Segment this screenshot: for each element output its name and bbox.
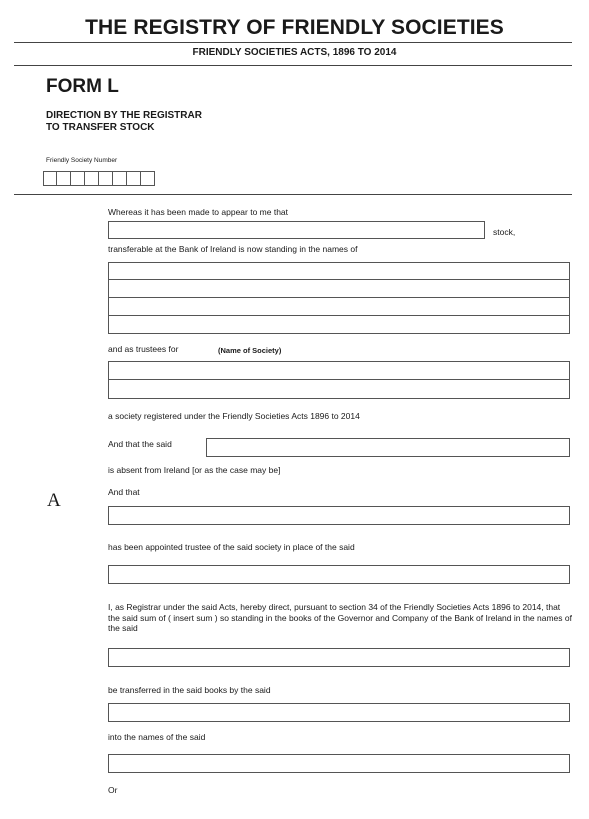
subtitle-divider [14,65,572,66]
current-holders-field[interactable] [108,648,570,667]
trustee-name-field-4[interactable] [108,316,570,334]
replaced-trustee-field[interactable] [108,565,570,584]
stock-amount-field[interactable] [108,221,485,239]
form-direction-heading [46,110,202,134]
society-number-digit-box[interactable] [85,171,99,186]
transferred-text: be transferred in the said books by the said [108,685,271,695]
absent-trustee-field[interactable] [206,438,570,457]
name-of-society-label: (Name of Society) [218,346,282,355]
or-text: Or [108,785,118,795]
society-number-digit-box[interactable] [71,171,85,186]
society-number-digit-box[interactable] [113,171,127,186]
trustee-name-field-2[interactable] [108,280,570,298]
whereas-text: Whereas it has been made to appear to me that [108,207,289,217]
trustee-name-field-1[interactable] [108,262,570,280]
and-that-said-text: And that the said [108,439,172,449]
form-label: FORM L [46,76,119,97]
society-name-field-2[interactable] [108,380,570,399]
society-number-digit-box[interactable] [43,171,57,186]
title-divider [14,42,572,43]
section-letter: A [47,490,61,511]
appointed-text: has been appointed trustee of the said society in place of the said [108,542,355,552]
transferor-field[interactable] [108,703,570,722]
page-title: THE REGISTRY OF FRIENDLY SOCIETIES [85,16,504,39]
society-number-field[interactable] [43,171,155,186]
direction-line-2: TO TRANSFER STOCK [46,122,155,133]
registered-text: a society registered under the Friendly Societies Acts 1896 to 2014 [108,411,360,421]
trustee-name-field-3[interactable] [108,298,570,316]
transferee-field[interactable] [108,754,570,773]
society-number-digit-box[interactable] [99,171,113,186]
and-that-text: And that [108,487,140,497]
society-number-label: Friendly Society Number [46,157,118,164]
society-name-field-1[interactable] [108,361,570,380]
stock-label: stock, [493,227,516,237]
society-number-digit-box[interactable] [127,171,141,186]
direction-line-1: DIRECTION BY THE REGISTRAR [46,110,202,121]
trustee-names-fields [108,262,570,334]
society-number-digit-box[interactable] [141,171,155,186]
trustees-for-text: and as trustees for [108,344,179,354]
society-name-fields [108,361,570,399]
section-divider [14,194,572,195]
new-trustee-field[interactable] [108,506,570,525]
society-number-digit-box[interactable] [57,171,71,186]
transferable-text: transferable at the Bank of Ireland is now standing in the names of [108,244,358,254]
registrar-direction-paragraph: I, as Registrar under the said Acts, hereby direct, pursuant to section 34 of the Friendly Societies Acts 1896 to 2014, that the said sum of ( insert sum ) so standing in the books of the Governor and Company of the Bank of Ireland in the names of the said [108,602,572,633]
absent-text: is absent from Ireland [or as the case may be] [108,465,281,475]
page-subtitle: FRIENDLY SOCIETIES ACTS, 1896 TO 2014 [192,47,397,58]
into-names-text: into the names of the said [108,732,206,742]
